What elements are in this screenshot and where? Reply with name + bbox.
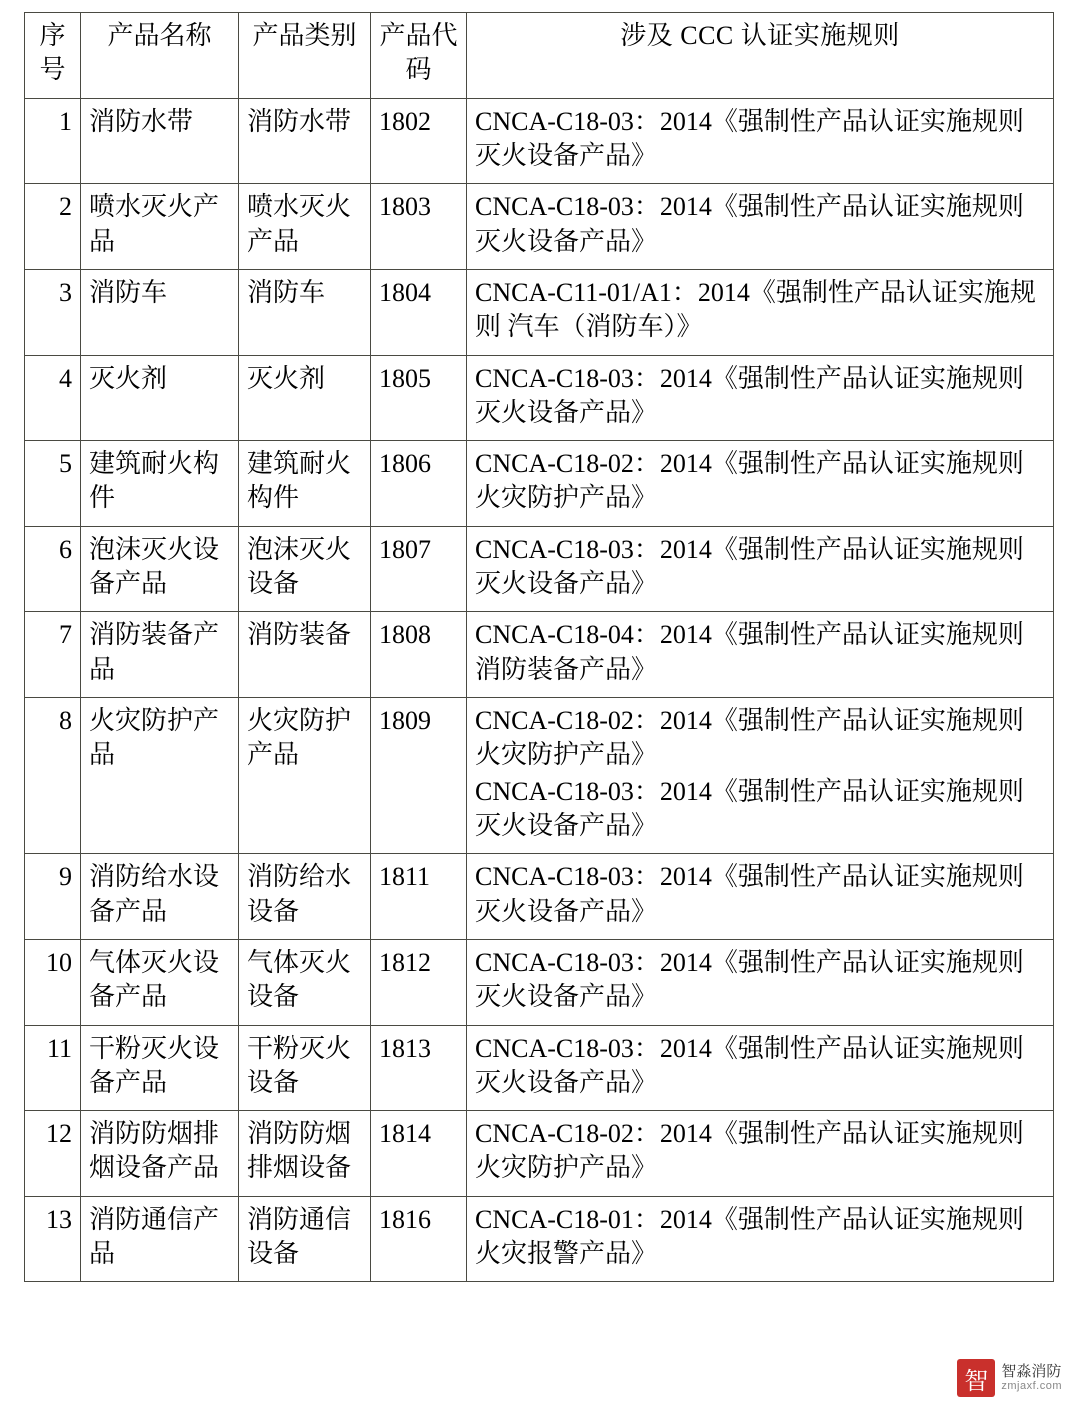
cell-product-category: 干粉灭火设备 [239,1025,371,1111]
table-row [25,526,1054,612]
cell-product-code: 1811 [371,854,467,940]
cell-product-name: 火灾防护产品 [81,698,239,854]
cell-no: 12 [25,1111,81,1197]
cell-rule [467,698,1054,854]
cell-product-category: 气体灭火设备 [239,939,371,1025]
cell-product-category: 消防通信设备 [239,1196,371,1282]
column-header-no: 序号 [25,13,81,99]
cell-product-code: 1804 [371,269,467,355]
cell-product-name: 消防车 [81,269,239,355]
cell-rule [467,1111,1054,1197]
table-body [25,98,1054,1282]
cell-product-category: 消防装备 [239,612,371,698]
cell-product-code: 1802 [371,98,467,184]
cell-rule [467,184,1054,270]
cell-product-category: 消防给水设备 [239,854,371,940]
cell-product-category: 消防水带 [239,98,371,184]
watermark-text [1001,1363,1062,1393]
cell-rule [467,98,1054,184]
cell-product-code: 1805 [371,355,467,441]
table-row [25,441,1054,527]
ccc-certification-table [24,12,1054,1282]
rule-line: CNCA-C18-02：2014《强制性产品认证实施规则 火灾防护产品》 [475,706,1024,770]
cell-product-name: 气体灭火设备产品 [81,939,239,1025]
table-row [25,612,1054,698]
cell-product-code: 1803 [371,184,467,270]
cell-product-name: 消防通信产品 [81,1196,239,1282]
cell-no: 5 [25,441,81,527]
cell-product-name: 消防水带 [81,98,239,184]
cell-product-name: 消防防烟排烟设备产品 [81,1111,239,1197]
table-header [25,13,1054,99]
cell-rule [467,1196,1054,1282]
table-header-row [25,13,1054,99]
cell-product-code: 1807 [371,526,467,612]
cell-product-name: 喷水灭火产品 [81,184,239,270]
table-row [25,698,1054,854]
column-header-product-name: 产品名称 [81,13,239,99]
cell-no: 7 [25,612,81,698]
cell-product-name: 消防给水设备产品 [81,854,239,940]
cell-no: 2 [25,184,81,270]
table-row [25,1111,1054,1197]
table-row [25,355,1054,441]
cell-product-category: 喷水灭火产品 [239,184,371,270]
table-row [25,854,1054,940]
cell-rule [467,854,1054,940]
cell-product-category: 火灾防护产品 [239,698,371,854]
table-row [25,939,1054,1025]
cell-no: 10 [25,939,81,1025]
cell-rule [467,939,1054,1025]
cell-rule [467,612,1054,698]
cell-no: 1 [25,98,81,184]
rule-line: CNCA-C11-01/A1：2014《强制性产品认证实施规则 汽车（消防车）》 [475,277,1036,342]
cell-no: 11 [25,1025,81,1111]
cell-rule [467,1025,1054,1111]
cell-product-name: 灭火剂 [81,355,239,441]
cell-rule [467,441,1054,527]
cell-product-name: 泡沫灭火设备产品 [81,526,239,612]
rule-line: CNCA-C18-03：2014《强制性产品认证实施规则 灭火设备产品》 [475,1033,1024,1097]
cell-rule [467,269,1054,355]
rule-line: CNCA-C18-03：2014《强制性产品认证实施规则 灭火设备产品》 [475,776,1024,840]
cell-product-code: 1816 [371,1196,467,1282]
cell-no: 9 [25,854,81,940]
cell-no: 8 [25,698,81,854]
cell-product-code: 1808 [371,612,467,698]
cell-product-name: 建筑耐火构件 [81,441,239,527]
cell-product-category: 灭火剂 [239,355,371,441]
watermark-subtitle: zmjaxf.com [1001,1380,1062,1393]
watermark-title: 智淼消防 [1001,1363,1062,1381]
rule-line: CNCA-C18-02：2014《强制性产品认证实施规则 火灾防护产品》 [475,449,1024,513]
cell-rule [467,526,1054,612]
column-header-product-code: 产品代码 [371,13,467,99]
table-row [25,1025,1054,1111]
cell-no: 13 [25,1196,81,1282]
rule-line: CNCA-C18-03：2014《强制性产品认证实施规则 灭火设备产品》 [475,106,1024,170]
rule-line: CNCA-C18-04：2014《强制性产品认证实施规则 消防装备产品》 [475,620,1024,684]
watermark [957,1359,1062,1397]
rule-line: CNCA-C18-02：2014《强制性产品认证实施规则 火灾防护产品》 [475,1119,1024,1183]
rule-line: CNCA-C18-01：2014《强制性产品认证实施规则 火灾报警产品》 [475,1204,1024,1269]
cell-product-code: 1814 [371,1111,467,1197]
cell-product-category: 消防车 [239,269,371,355]
cell-product-code: 1813 [371,1025,467,1111]
cell-product-category: 泡沫灭火设备 [239,526,371,612]
cell-no: 3 [25,269,81,355]
table-row [25,269,1054,355]
rule-line: CNCA-C18-03：2014《强制性产品认证实施规则 灭火设备产品》 [475,363,1024,427]
table-row [25,98,1054,184]
rule-line: CNCA-C18-03：2014《强制性产品认证实施规则 灭火设备产品》 [475,947,1024,1012]
cell-product-code: 1812 [371,939,467,1025]
cell-product-category: 建筑耐火构件 [239,441,371,527]
cell-product-name: 消防装备产品 [81,612,239,698]
table-row [25,184,1054,270]
rule-line: CNCA-C18-03：2014《强制性产品认证实施规则 灭火设备产品》 [475,192,1024,256]
cell-no: 4 [25,355,81,441]
cell-product-category: 消防防烟排烟设备 [239,1111,371,1197]
rule-line: CNCA-C18-03：2014《强制性产品认证实施规则 灭火设备产品》 [475,534,1024,599]
cell-product-name: 干粉灭火设备产品 [81,1025,239,1111]
column-header-rule: 涉及 CCC 认证实施规则 [467,13,1054,99]
table-row [25,1196,1054,1282]
cell-rule [467,355,1054,441]
column-header-product-category: 产品类别 [239,13,371,99]
rule-line: CNCA-C18-03：2014《强制性产品认证实施规则 灭火设备产品》 [475,862,1024,926]
watermark-logo-icon: 智 [957,1359,995,1397]
cell-product-code: 1806 [371,441,467,527]
cell-product-code: 1809 [371,698,467,854]
cell-no: 6 [25,526,81,612]
